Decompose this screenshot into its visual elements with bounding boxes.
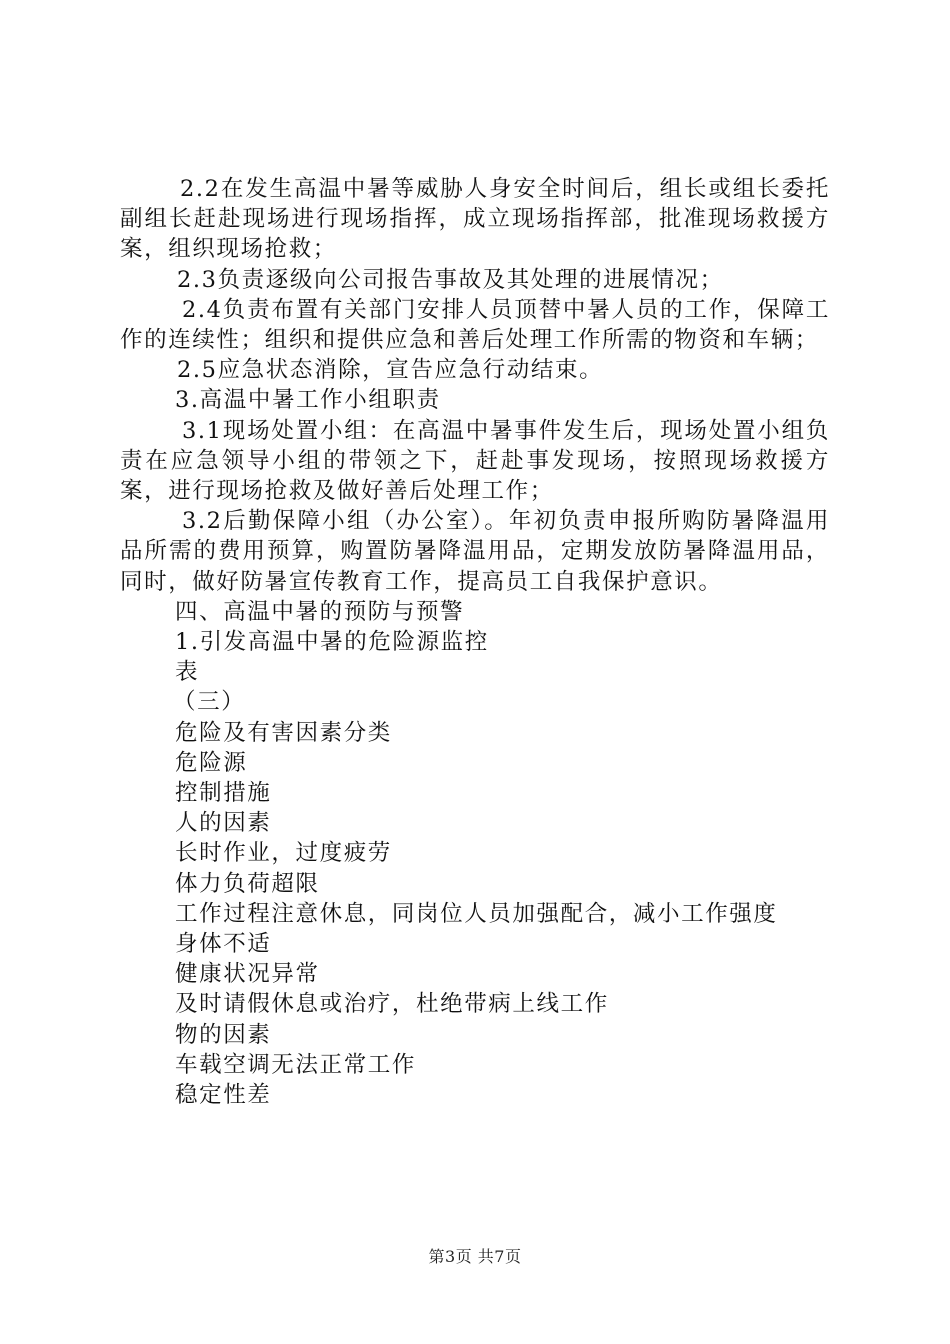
subsection-heading: 1.引发高温中暑的危险源监控: [175, 629, 489, 656]
table-cell: 稳定性差: [175, 1082, 272, 1109]
section-heading: 四、高温中暑的预防与预警: [175, 598, 465, 625]
paragraph: 2.2在发生高温中暑等威胁人身安全时间后，组长或组长委托副组长赶赴现场进行现场指挥，成立现场指挥部，批准现场救援方案，组织现场抢救；: [120, 176, 830, 263]
paragraph: 3.1现场处置小组：在高温中暑事件发生后，现场处置小组负责在应急领导小组的带领之下，赶赴事发现场，按照现场救援方案，进行现场抢救及做好善后处理工作；: [120, 417, 830, 505]
table-header-cell: 危险源: [175, 749, 248, 776]
table-cell: 物的因素: [175, 1021, 272, 1048]
table-header-cell: 控制措施: [175, 780, 272, 807]
paragraph: 3.2后勤保障小组（办公室）。年初负责申报所购防暑降温用品所需的费用预算，购置防暑降温用品，定期发放防暑降温用品，同时，做好防暑宣传教育工作，提高员工自我保护意识。: [120, 508, 830, 595]
table-number: （三）: [173, 689, 246, 716]
paragraph: 2.3负责逐级向公司报告事故及其处理的进展情况；: [177, 266, 724, 293]
table-cell: 人的因素: [175, 810, 272, 837]
table-header-cell: 危险及有害因素分类: [175, 719, 392, 746]
document-body: [120, 174, 830, 1110]
table-cell: 身体不适: [175, 931, 272, 958]
table-cell: 工作过程注意休息，同岗位人员加强配合，减小工作强度: [175, 900, 778, 927]
paragraph: 2.4负责布置有关部门安排人员顶替中暑人员的工作，保障工作的连续性；组织和提供应急和善后处理工作所需的物资和车辆；: [120, 296, 830, 354]
table-cell: 及时请假休息或治疗，杜绝带病上线工作: [175, 991, 609, 1018]
page-number-footer: 第3页 共7页: [428, 1247, 522, 1266]
table-cell: 车载空调无法正常工作: [175, 1051, 417, 1078]
table-cell: 长时作业，过度疲劳: [175, 840, 392, 867]
table-cell: 健康状况异常: [175, 961, 320, 988]
paragraph: 2.5应急状态消除，宣告应急行动结束。: [177, 357, 604, 384]
section-heading: 3.高温中暑工作小组职责: [175, 387, 441, 414]
table-label: 表: [175, 659, 200, 686]
table-cell: 体力负荷超限: [175, 870, 320, 897]
